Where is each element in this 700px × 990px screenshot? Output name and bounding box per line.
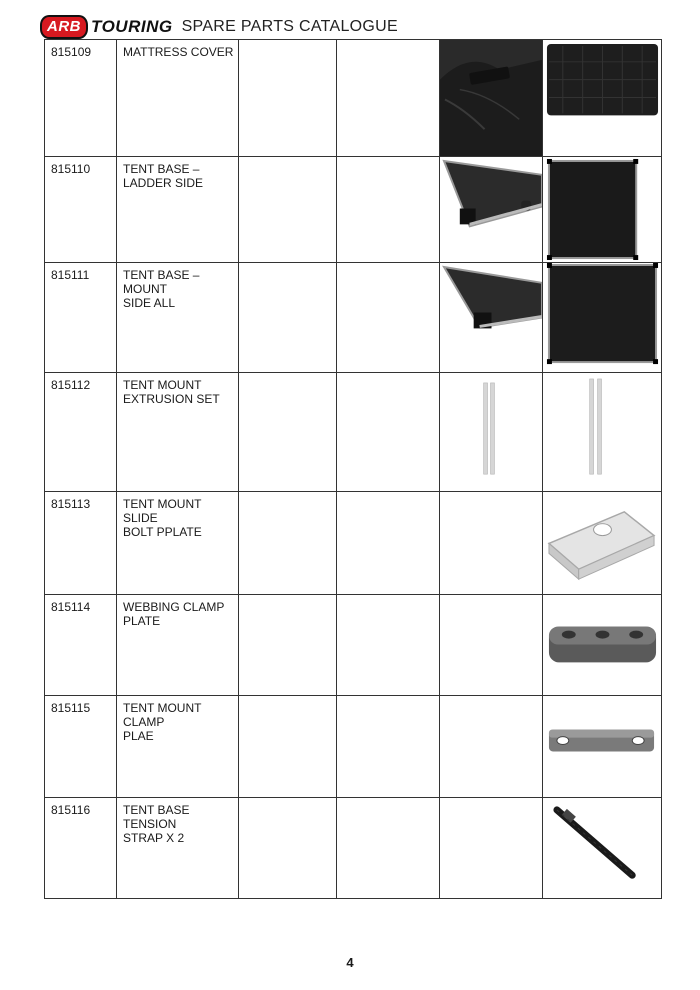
part-description-text: WEBBING CLAMP PLATE: [123, 600, 225, 628]
table-row: [45, 595, 662, 696]
table-row: [45, 373, 662, 492]
part-description-text: TENT BASE – LADDER SIDE: [123, 162, 204, 190]
part-number: 815116: [45, 798, 117, 899]
table-row: [45, 492, 662, 595]
table-row: [45, 696, 662, 798]
part-description-text: TENT MOUNT CLAMP PLAE: [123, 701, 202, 743]
parts-table: [44, 39, 662, 899]
tension-strap-photo: [543, 798, 661, 898]
part-number: 815112: [45, 373, 117, 492]
table-row: [45, 798, 662, 899]
empty-cell: [440, 798, 543, 899]
part-description: [117, 40, 239, 157]
part-description: [117, 595, 239, 696]
empty-cell: [337, 263, 440, 373]
table-row: [45, 263, 662, 373]
empty-cell: [337, 40, 440, 157]
empty-cell: [337, 373, 440, 492]
empty-cell: [440, 595, 543, 696]
table-row: [45, 157, 662, 263]
empty-cell: [239, 157, 337, 263]
empty-cell: [239, 492, 337, 595]
part-number: 815111: [45, 263, 117, 373]
part-description-text: TENT MOUNT EXTRUSION SET: [123, 378, 220, 406]
empty-cell: [337, 696, 440, 798]
part-image-cell: [440, 40, 543, 157]
part-description: [117, 373, 239, 492]
empty-cell: [337, 798, 440, 899]
tent-base-corner-photo: [440, 157, 542, 262]
tent-base-panel-photo: [543, 157, 661, 262]
empty-cell: [239, 263, 337, 373]
tent-base-corner-photo: [440, 263, 542, 372]
part-description: [117, 798, 239, 899]
part-image-cell: [543, 595, 662, 696]
part-number: 815110: [45, 157, 117, 263]
part-description: [117, 157, 239, 263]
empty-cell: [239, 40, 337, 157]
part-image-cell: [543, 798, 662, 899]
part-description: [117, 492, 239, 595]
part-image-cell: [543, 696, 662, 798]
part-description-text: TENT BASE TENSION STRAP X 2: [123, 803, 190, 845]
empty-cell: [239, 373, 337, 492]
extrusion-rails-photo: [440, 373, 542, 491]
empty-cell: [337, 157, 440, 263]
part-image-cell: [543, 263, 662, 373]
part-number: 815109: [45, 40, 117, 157]
part-description-text: TENT BASE – MOUNT SIDE ALL: [123, 268, 200, 310]
part-image-cell: [440, 157, 543, 263]
mattress-cover-photo: [543, 40, 661, 156]
empty-cell: [337, 492, 440, 595]
arb-logo: ARB: [40, 15, 88, 39]
part-number: 815113: [45, 492, 117, 595]
empty-cell: [239, 696, 337, 798]
touring-logo: TOURING: [91, 17, 173, 36]
table-row: [45, 40, 662, 157]
empty-cell: [239, 595, 337, 696]
part-number: 815115: [45, 696, 117, 798]
clamp-plate-photo: [543, 696, 661, 797]
empty-cell: [440, 492, 543, 595]
part-image-cell: [543, 40, 662, 157]
part-image-cell: [543, 373, 662, 492]
part-image-cell: [543, 492, 662, 595]
empty-cell: [337, 595, 440, 696]
part-image-cell: [440, 373, 543, 492]
part-description-text: MATTRESS COVER: [123, 45, 234, 59]
mattress-cover-detail-photo: [440, 40, 542, 156]
part-description-text: TENT MOUNT SLIDE BOLT PPLATE: [123, 497, 202, 539]
page-number: 4: [346, 955, 354, 970]
catalogue-title: SPARE PARTS CATALOGUE: [181, 18, 399, 35]
page-header: [40, 14, 398, 40]
webbing-clamp-plate-photo: [543, 595, 661, 695]
part-number: 815114: [45, 595, 117, 696]
part-image-cell: [440, 263, 543, 373]
extrusion-rails-photo: [543, 373, 661, 491]
empty-cell: [440, 696, 543, 798]
part-image-cell: [543, 157, 662, 263]
slide-bolt-plate-photo: [543, 492, 661, 594]
empty-cell: [239, 798, 337, 899]
tent-base-panel-photo: [543, 263, 661, 372]
part-description: [117, 263, 239, 373]
part-description: [117, 696, 239, 798]
